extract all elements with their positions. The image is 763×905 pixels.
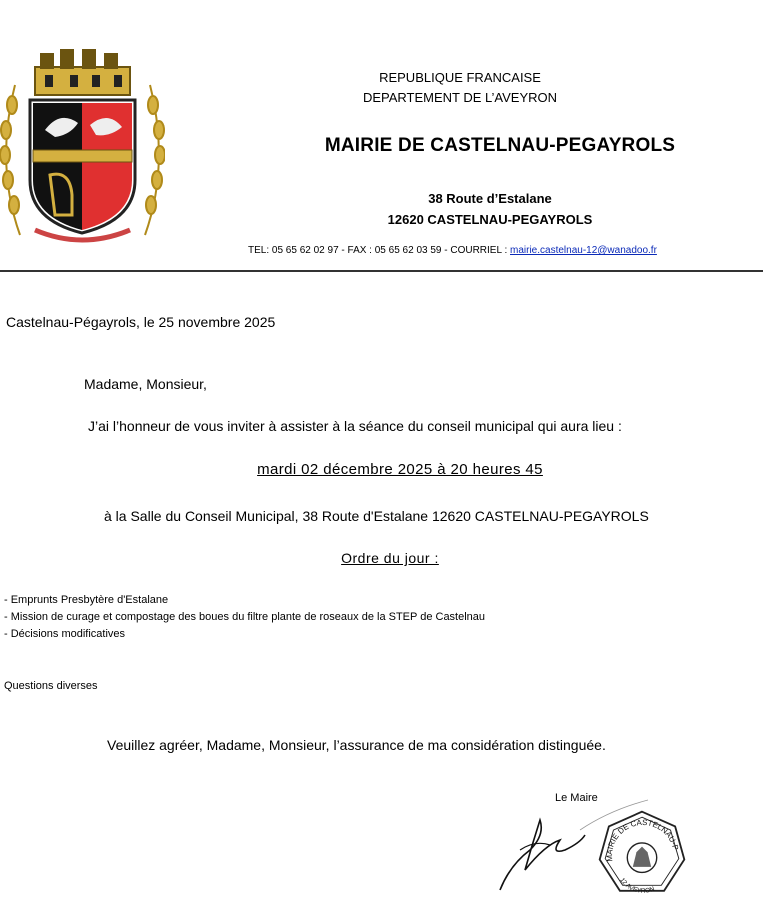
mairie-title: MAIRIE DE CASTELNAU-PEGAYROLS	[324, 135, 676, 156]
agenda-title: Ordre du jour :	[341, 550, 439, 566]
stamp-text-top: MAIRIE DE CASTELNAU-P	[604, 817, 681, 862]
official-stamp	[592, 808, 692, 900]
agenda-item: - Emprunts Presbytère d'Estalane	[4, 594, 169, 606]
questions-diverses: Questions diverses	[4, 680, 98, 692]
meeting-datetime: mardi 02 décembre 2025 à 20 heures 45	[257, 461, 543, 478]
place-date: Castelnau-Pégayrols, le 25 novembre 2025	[6, 314, 276, 330]
stamp-text-bottom: 12 AVEYRON	[618, 876, 656, 895]
email-link[interactable]: mairie.castelnau-12@wanadoo.fr	[510, 245, 657, 256]
address-line2: 12620 CASTELNAU-PEGAYROLS	[387, 212, 593, 227]
invitation-text: J’ai l’honneur de vous inviter à assister à la séance du conseil municipal qui aura lieu :	[88, 418, 622, 434]
header-divider	[0, 270, 763, 272]
signatory-label: Le Maire	[555, 792, 598, 804]
agenda-item: - Mission de curage et compostage des boues du filtre plante de roseaux de la STEP de Castelnau	[4, 611, 486, 623]
address-line1: 38 Route d’Estalane	[428, 191, 552, 206]
coat-of-arms-logo	[0, 45, 165, 245]
contact-line	[248, 245, 763, 256]
contact-prefix: TEL: 05 65 62 02 97 - FAX : 05 65 62 03 59 - COURRIEL :	[248, 245, 510, 256]
salutation: Madame, Monsieur,	[84, 376, 207, 392]
department-label: DEPARTEMENT DE L’AVEYRON	[362, 90, 558, 105]
republic-label: REPUBLIQUE FRANCAISE	[379, 70, 541, 85]
meeting-location: à la Salle du Conseil Municipal, 38 Route d'Estalane 12620 CASTELNAU-PEGAYROLS	[104, 508, 649, 524]
agenda-item: - Décisions modificatives	[4, 628, 126, 640]
closing-text: Veuillez agréer, Madame, Monsieur, l’assurance de ma considération distinguée.	[107, 737, 606, 753]
agenda-list	[4, 592, 485, 643]
